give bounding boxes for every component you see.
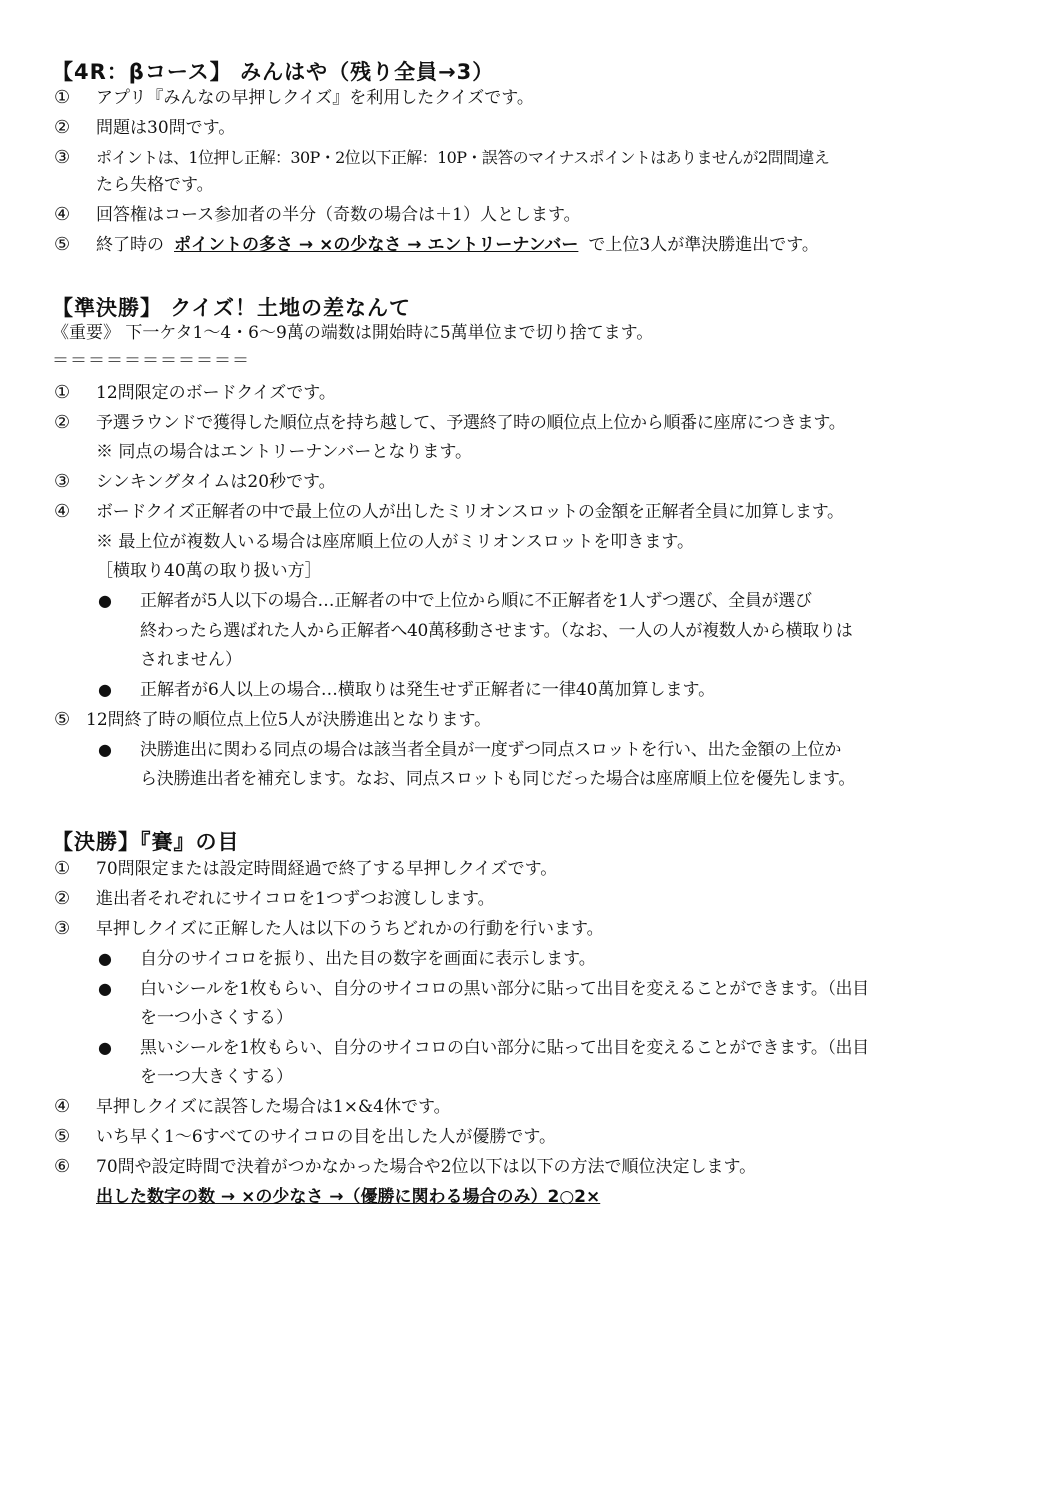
r4-item-5-suffix: で上位3人が準決勝進出です。 bbox=[588, 235, 819, 255]
semi-bullet-1-line-2: 終わったら選ばれた人から正解者へ40萬移動させます。（なお、一人の人が複数人から横取りは bbox=[140, 621, 853, 641]
number-marker: ⑤ bbox=[54, 709, 71, 730]
number-marker: ② bbox=[54, 888, 71, 909]
semi-item-2: 予選ラウンドで獲得した順位点を持ち越して、予選終了時の順位点上位から順番に座席につきます。 bbox=[96, 413, 846, 433]
semi-bullet-2: 正解者が6人以上の場合…横取りは発生せず正解者に一律40萬加算します。 bbox=[140, 680, 716, 700]
semi-item-4: ボードクイズ正解者の中で最上位の人が出したミリオンスロットの金額を正解者全員に加算します。 bbox=[96, 502, 844, 522]
r4-item-4: 回答権はコース参加者の半分（奇数の場合は＋1）人とします。 bbox=[96, 205, 581, 225]
r4-item-3-line-1: ポイントは、1位押し正解：30P・2位以下正解：10P・誤答のマイナスポイントはありませんが2問間違え bbox=[96, 148, 830, 167]
semi-item-4-subheading: ［横取り40萬の取り扱い方］ bbox=[96, 561, 322, 581]
final-item-4: 早押しクイズに誤答した場合は1×&4休です。 bbox=[96, 1097, 451, 1117]
final-bullet-3-line-2: を一つ大きくする） bbox=[140, 1067, 293, 1087]
semi-bullet-3-line-1: 決勝進出に関わる同点の場合は該当者全員が一度ずつ同点スロットを行い、出た金額の上位か bbox=[140, 740, 842, 760]
divider: ＝＝＝＝＝＝＝＝＝＝＝ bbox=[52, 351, 250, 371]
bullet-marker: ● bbox=[98, 949, 112, 968]
bullet-marker: ● bbox=[98, 591, 112, 610]
semi-important-note: 《重要》 下一ケタ1～4・6～9萬の端数は開始時に5萬単位まで切り捨てます。 bbox=[52, 323, 654, 343]
final-item-3: 早押しクイズに正解した人は以下のうちどれかの行動を行います。 bbox=[96, 919, 604, 939]
r4-item-5 bbox=[96, 234, 819, 256]
semi-item-3: シンキングタイムは20秒です。 bbox=[96, 472, 336, 492]
bullet-marker: ● bbox=[98, 740, 112, 759]
final-bullet-2-line-2: を一つ小さくする） bbox=[140, 1008, 293, 1028]
bullet-marker: ● bbox=[98, 1038, 112, 1057]
number-marker: ② bbox=[54, 412, 71, 433]
r4-item-3-line-2: たら失格です。 bbox=[96, 175, 214, 195]
final-item-6: 70問や設定時間で決着がつかなかった場合や2位以下は以下の方法で順位決定します。 bbox=[96, 1157, 757, 1177]
number-marker: ③ bbox=[54, 918, 71, 939]
final-item-1: 70問限定または設定時間経過で終了する早押しクイズです。 bbox=[96, 859, 558, 879]
final-item-5: いち早く1～6すべてのサイコロの目を出した人が優勝です。 bbox=[96, 1127, 557, 1147]
number-marker: ① bbox=[54, 858, 71, 879]
number-marker: ④ bbox=[54, 1096, 71, 1117]
final-bullet-1: 自分のサイコロを振り、出た目の数字を画面に表示します。 bbox=[140, 949, 596, 969]
semi-item-2-note: ※ 同点の場合はエントリーナンバーとなります。 bbox=[96, 442, 473, 462]
number-marker: ③ bbox=[54, 147, 71, 168]
semi-item-5: 12問終了時の順位点上位5人が決勝進出となります。 bbox=[86, 710, 492, 730]
number-marker: ③ bbox=[54, 471, 71, 492]
number-marker: ⑤ bbox=[54, 234, 71, 255]
r4-item-5-prefix: 終了時の bbox=[96, 235, 164, 255]
r4-ranking-rule: ポイントの多さ → ×の少なさ → エントリーナンバー bbox=[174, 235, 579, 255]
number-marker: ② bbox=[54, 117, 71, 138]
final-bullet-2-line-1: 白いシールを1枚もらい、自分のサイコロの黒い部分に貼って出目を変えることができます。（出目 bbox=[140, 979, 869, 999]
section-title-semifinal: 【準決勝】 クイズ！土地の差なんて bbox=[52, 296, 412, 320]
r4-item-2: 問題は30問です。 bbox=[96, 118, 236, 138]
section-title-4r: 【4R：βコース】 みんはや（残り全員→3） bbox=[52, 60, 495, 84]
number-marker: ① bbox=[54, 87, 71, 108]
r4-item-1: アプリ『みんなの早押しクイズ』を利用したクイズです。 bbox=[96, 88, 534, 108]
semi-bullet-1-line-3: されません） bbox=[140, 650, 242, 670]
semi-item-1: 12問限定のボードクイズです。 bbox=[96, 383, 336, 403]
number-marker: ⑥ bbox=[54, 1156, 71, 1177]
section-title-final: 【決勝】『賽』の目 bbox=[52, 830, 240, 854]
final-item-2: 進出者それぞれにサイコロを1つずつお渡しします。 bbox=[96, 889, 495, 909]
number-marker: ⑤ bbox=[54, 1126, 71, 1147]
final-bullet-3-line-1: 黒いシールを1枚もらい、自分のサイコロの白い部分に貼って出目を変えることができます。（出目 bbox=[140, 1038, 869, 1058]
semi-bullet-1-line-1: 正解者が5人以下の場合…正解者の中で上位から順に不正解者を1人ずつ選び、全員が選び bbox=[140, 591, 812, 611]
bullet-marker: ● bbox=[98, 979, 112, 998]
semi-bullet-3-line-2: ら決勝進出者を補充します。なお、同点スロットも同じだった場合は座席順上位を優先します。 bbox=[140, 769, 856, 789]
number-marker: ④ bbox=[54, 501, 71, 522]
number-marker: ④ bbox=[54, 204, 71, 225]
bullet-marker: ● bbox=[98, 680, 112, 699]
semi-item-4-note: ※ 最上位が複数人いる場合は座席順上位の人がミリオンスロットを叩きます。 bbox=[96, 532, 695, 552]
final-ranking-rule: 出した数字の数 → ×の少なさ →（優勝に関わる場合のみ）2○2× bbox=[96, 1187, 601, 1207]
number-marker: ① bbox=[54, 382, 71, 403]
